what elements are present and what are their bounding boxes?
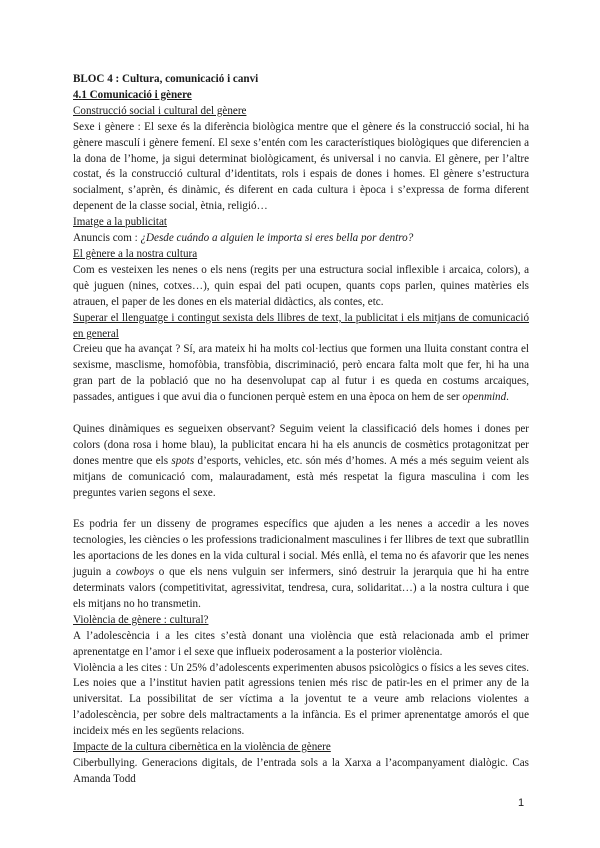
ad-quote: ¿Desde cuándo a alguien le importa si eres bella por dentro? [140,232,414,245]
italic-term: openmind [462,391,507,404]
paragraph: Sexe i gènere : El sexe és la diferència biològica mentre que el gènere és la construcció social, hi ha gènere masculí i gènere femení. El sexe s’entén com les característiques biològiques que diferencien a la dona de l’home, ja sigui determinat biològicament, és universal i no canvia. El gènere, per l’altre costat, és la construcció cultural d’identitats, rols i espais de dones i homes. El gènere s’estructura socialment, s’aprèn, és dinàmic, és diferent en cada cultura i època i s’expressa de forma diferent depenent de la classe social, ètnia, religió… [73,120,529,213]
page-number: 1 [518,797,525,809]
section-heading: Violència de gènere : cultural? [73,613,209,626]
paragraph: Creieu que ha avançat ? Sí, ara mateix hi ha molts col·lectius que formen una lluita constant contra el sexisme, masclisme, homofòbia, transfòbia, discriminació, però encara falta molt que fer, hi ha una gran part de la població que no ha desenvolupat cap al futur i es queda en costums arcaiques, passades, antigues i que avui dia o funcionen perquè estem en una època on hem de ser openmind. [73,343,529,404]
paragraph: Violència a les cites : Un 25% d’adolescents experimenten abusos psicològics o físics a les seves cites. Les noies que a l’institut havien patit agressions tenien més risc de patir-les en el primer any de la universitat. La possibilitat de ser víctima a la joventut te a veure amb relacions violentes a l’adolescència, per sobre dels maltractaments a la infància. Es el primer aprenentatge amorós el que incideix més en les següents relacions. [73,661,529,738]
italic-term: cowboys [115,566,155,579]
document-body [73,72,529,788]
spacer [73,501,529,517]
section-heading: Impacte de la cultura cibernètica en la violència de gènere [73,741,331,754]
paragraph: Quines dinàmiques es segueixen observant? Seguim veient la classificació dels homes i dones per colors (dona rosa i home blau), la publicitat encara hi ha els anuncis de cosmètics protagonitzat per dones mentre que els spots d’esports, vehicles, etc. són més d’homes. A més a més seguim veient als mitjans de comunicació com, malauradament, està més respetat la figura masculina i com les preguntes varien segons el sexe. [73,422,529,499]
section-heading: Imatge a la publicitat [73,216,167,229]
document-title: BLOC 4 : Cultura, comunicació i canvi [73,73,259,85]
paragraph: Ciberbullying. Generacions digitals, de l’entrada sols a la Xarxa a l’acompanyament dialògic. Cas Amanda Todd [73,756,529,785]
spacer [73,406,529,422]
section-heading: Superar el llenguatge i contingut sexista dels llibres de text, la publicitat i els mitjans de comunicació en general [73,311,529,340]
paragraph [73,231,529,247]
paragraph: A l’adolescència i a les cites s’està donant una violència que està relacionada amb el primer aprenentatge en l’amor i el sexe que influeix poderosament a la posterior violència. [73,629,529,658]
section-heading: El gènere a la nostra cultura [73,247,198,260]
paragraph: Com es vesteixen les nenes o els nens (regits per una estructura social inflexible i arcaica, colors), a què juguen (nines, cotxes…), quin espai del pati ocupen, quants cops parlen, quines matèries els atrauen, el paper de les dones en els material didàctics, als contes, etc. [73,263,529,308]
section-heading: Construcció social i cultural del gènere [73,104,247,117]
document-subtitle: 4.1 Comunicació i gènere [73,88,192,101]
paragraph: Es podria fer un disseny de programes específics que ajuden a les nenes a accedir a les noves tecnologies, les ciències o les professions tradicionalment masculines i fer llibres de text que subratllin les aportacions de les dones en la vida cultural i social. Més enllà, el tema no és afavorir que les nenes juguin a cowboys o que els nens vulguin ser infermers, sinó destruir la jerarquia que hi ha entre determinats valors (competitivitat, agressivitat, tendresa, cura, solidaritat…) a la nostra cultura i que els mitjans no ho transmetin. [73,518,529,610]
italic-term: spots [171,454,195,467]
paragraph-lead: Anuncis com : [73,232,141,245]
